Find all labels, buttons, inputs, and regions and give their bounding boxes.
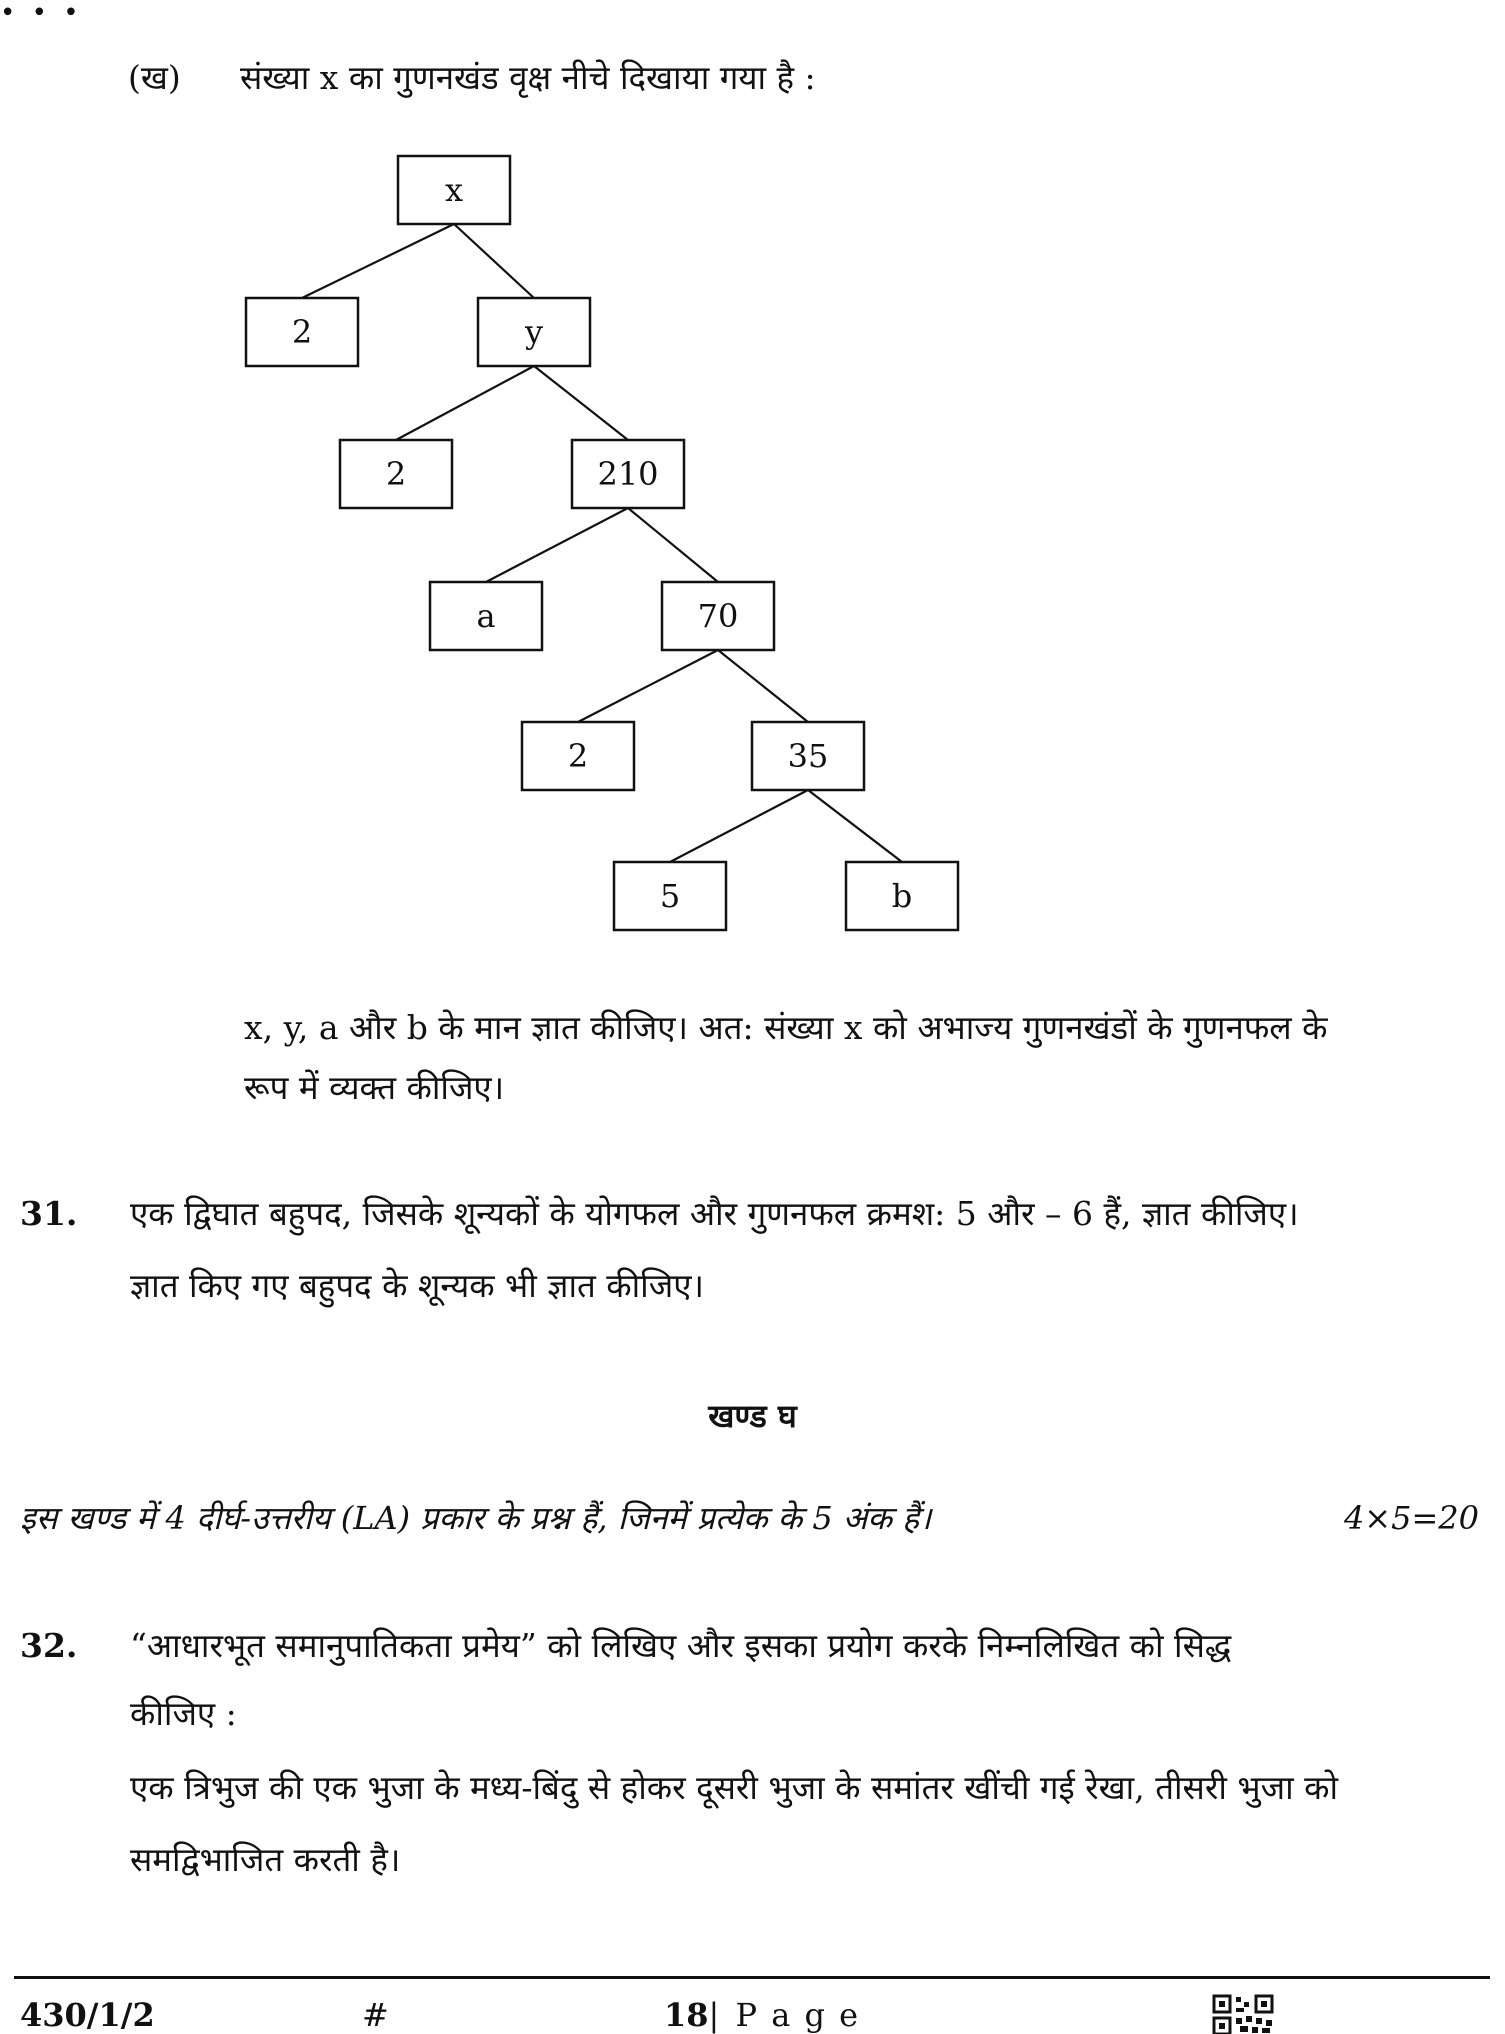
tree-edge-y-n210	[534, 366, 628, 440]
tree-edge-y-n2b	[396, 366, 534, 440]
tree-node-n2a	[246, 298, 358, 366]
question-32-line4: समद्विभाजित करती है।	[130, 1840, 401, 1879]
header-dots: • • •	[0, 0, 83, 28]
question-31-line1: एक द्विघात बहुपद, जिसके शून्यकों के योगफल और गुणनफल क्रमश: 5 और – 6 हैं, ज्ञात कीजिए।	[130, 1194, 1299, 1233]
tree-node-label: 2	[567, 737, 589, 775]
footer-hash: #	[362, 1996, 389, 2034]
tree-node-label: 5	[659, 877, 681, 915]
tree-edge-n70-n2c	[578, 650, 718, 722]
section-heading: खण्ड घ	[708, 1397, 797, 1435]
tree-node-n35	[752, 722, 864, 790]
tree-node-n5	[614, 862, 726, 930]
question-32-number: 32.	[20, 1626, 78, 1665]
tree-node-x	[398, 156, 510, 224]
tree-node-label: y	[524, 313, 544, 351]
tree-node-label: a	[476, 597, 496, 635]
part-kha-label: (ख)	[128, 58, 181, 97]
question-32-line1: “आधारभूत समानुपातिकता प्रमेय” को लिखिए और इसका प्रयोग करके निम्नलिखित को सिद्ध	[130, 1626, 1232, 1665]
tree-node-a	[430, 582, 542, 650]
footer-paper-code: 430/1/2	[20, 1996, 155, 2034]
tree-edge-n210-n70	[628, 508, 718, 582]
footer-divider	[14, 1976, 1490, 1979]
part-kha-text: संख्या x का गुणनखंड वृक्ष नीचे दिखाया गया है :	[240, 58, 816, 97]
footer-page-word: P a g e	[735, 1996, 861, 2034]
factor-tree-diagram	[0, 0, 1505, 960]
question-31-number: 31.	[20, 1194, 78, 1233]
tree-node-label: 35	[787, 737, 829, 775]
tree-node-y	[478, 298, 590, 366]
footer-page	[664, 1996, 860, 2034]
qr-code-icon	[1212, 1994, 1274, 2034]
tree-edge-x-n2a	[302, 224, 454, 298]
tree-edge-n210-a	[486, 508, 628, 582]
part-kha-question-line1: x, y, a और b के मान ज्ञात कीजिए। अत: संख्या x को अभाज्य गुणनखंडों के गुणनफल के	[244, 1008, 1328, 1047]
tree-node-label: x	[444, 171, 464, 209]
footer-page-number: 18	[664, 1996, 709, 2034]
tree-edge-n35-n5	[670, 790, 808, 862]
tree-node-label: 2	[291, 313, 313, 351]
tree-edge-n35-b	[808, 790, 902, 862]
tree-node-n2c	[522, 722, 634, 790]
tree-node-label: 70	[697, 597, 739, 635]
tree-node-label: 2	[385, 455, 407, 493]
tree-node-n2b	[340, 440, 452, 508]
section-marks: 4×5=20	[1343, 1499, 1479, 1537]
question-32-line2: कीजिए :	[130, 1694, 237, 1733]
tree-edge-n70-n35	[718, 650, 808, 722]
tree-node-n70	[662, 582, 774, 650]
tree-node-b	[846, 862, 958, 930]
tree-edge-x-y	[454, 224, 534, 298]
question-31-line2: ज्ञात किए गए बहुपद के शून्यक भी ज्ञात कीजिए।	[130, 1266, 704, 1305]
section-instruction: इस खण्ड में 4 दीर्घ-उत्तरीय (LA) प्रकार के प्रश्न हैं, जिनमें प्रत्येक के 5 अंक हैं।	[20, 1499, 932, 1537]
footer-page-separator: |	[708, 1996, 720, 2034]
tree-node-n210	[572, 440, 684, 508]
tree-node-label: b	[891, 877, 913, 915]
question-32-line3: एक त्रिभुज की एक भुजा के मध्य-बिंदु से होकर दूसरी भुजा के समांतर खींची गई रेखा, तीसरी भुजा को	[130, 1768, 1339, 1807]
part-kha-question-line2: रूप में व्यक्त कीजिए।	[244, 1068, 505, 1107]
tree-node-label: 210	[597, 455, 659, 493]
